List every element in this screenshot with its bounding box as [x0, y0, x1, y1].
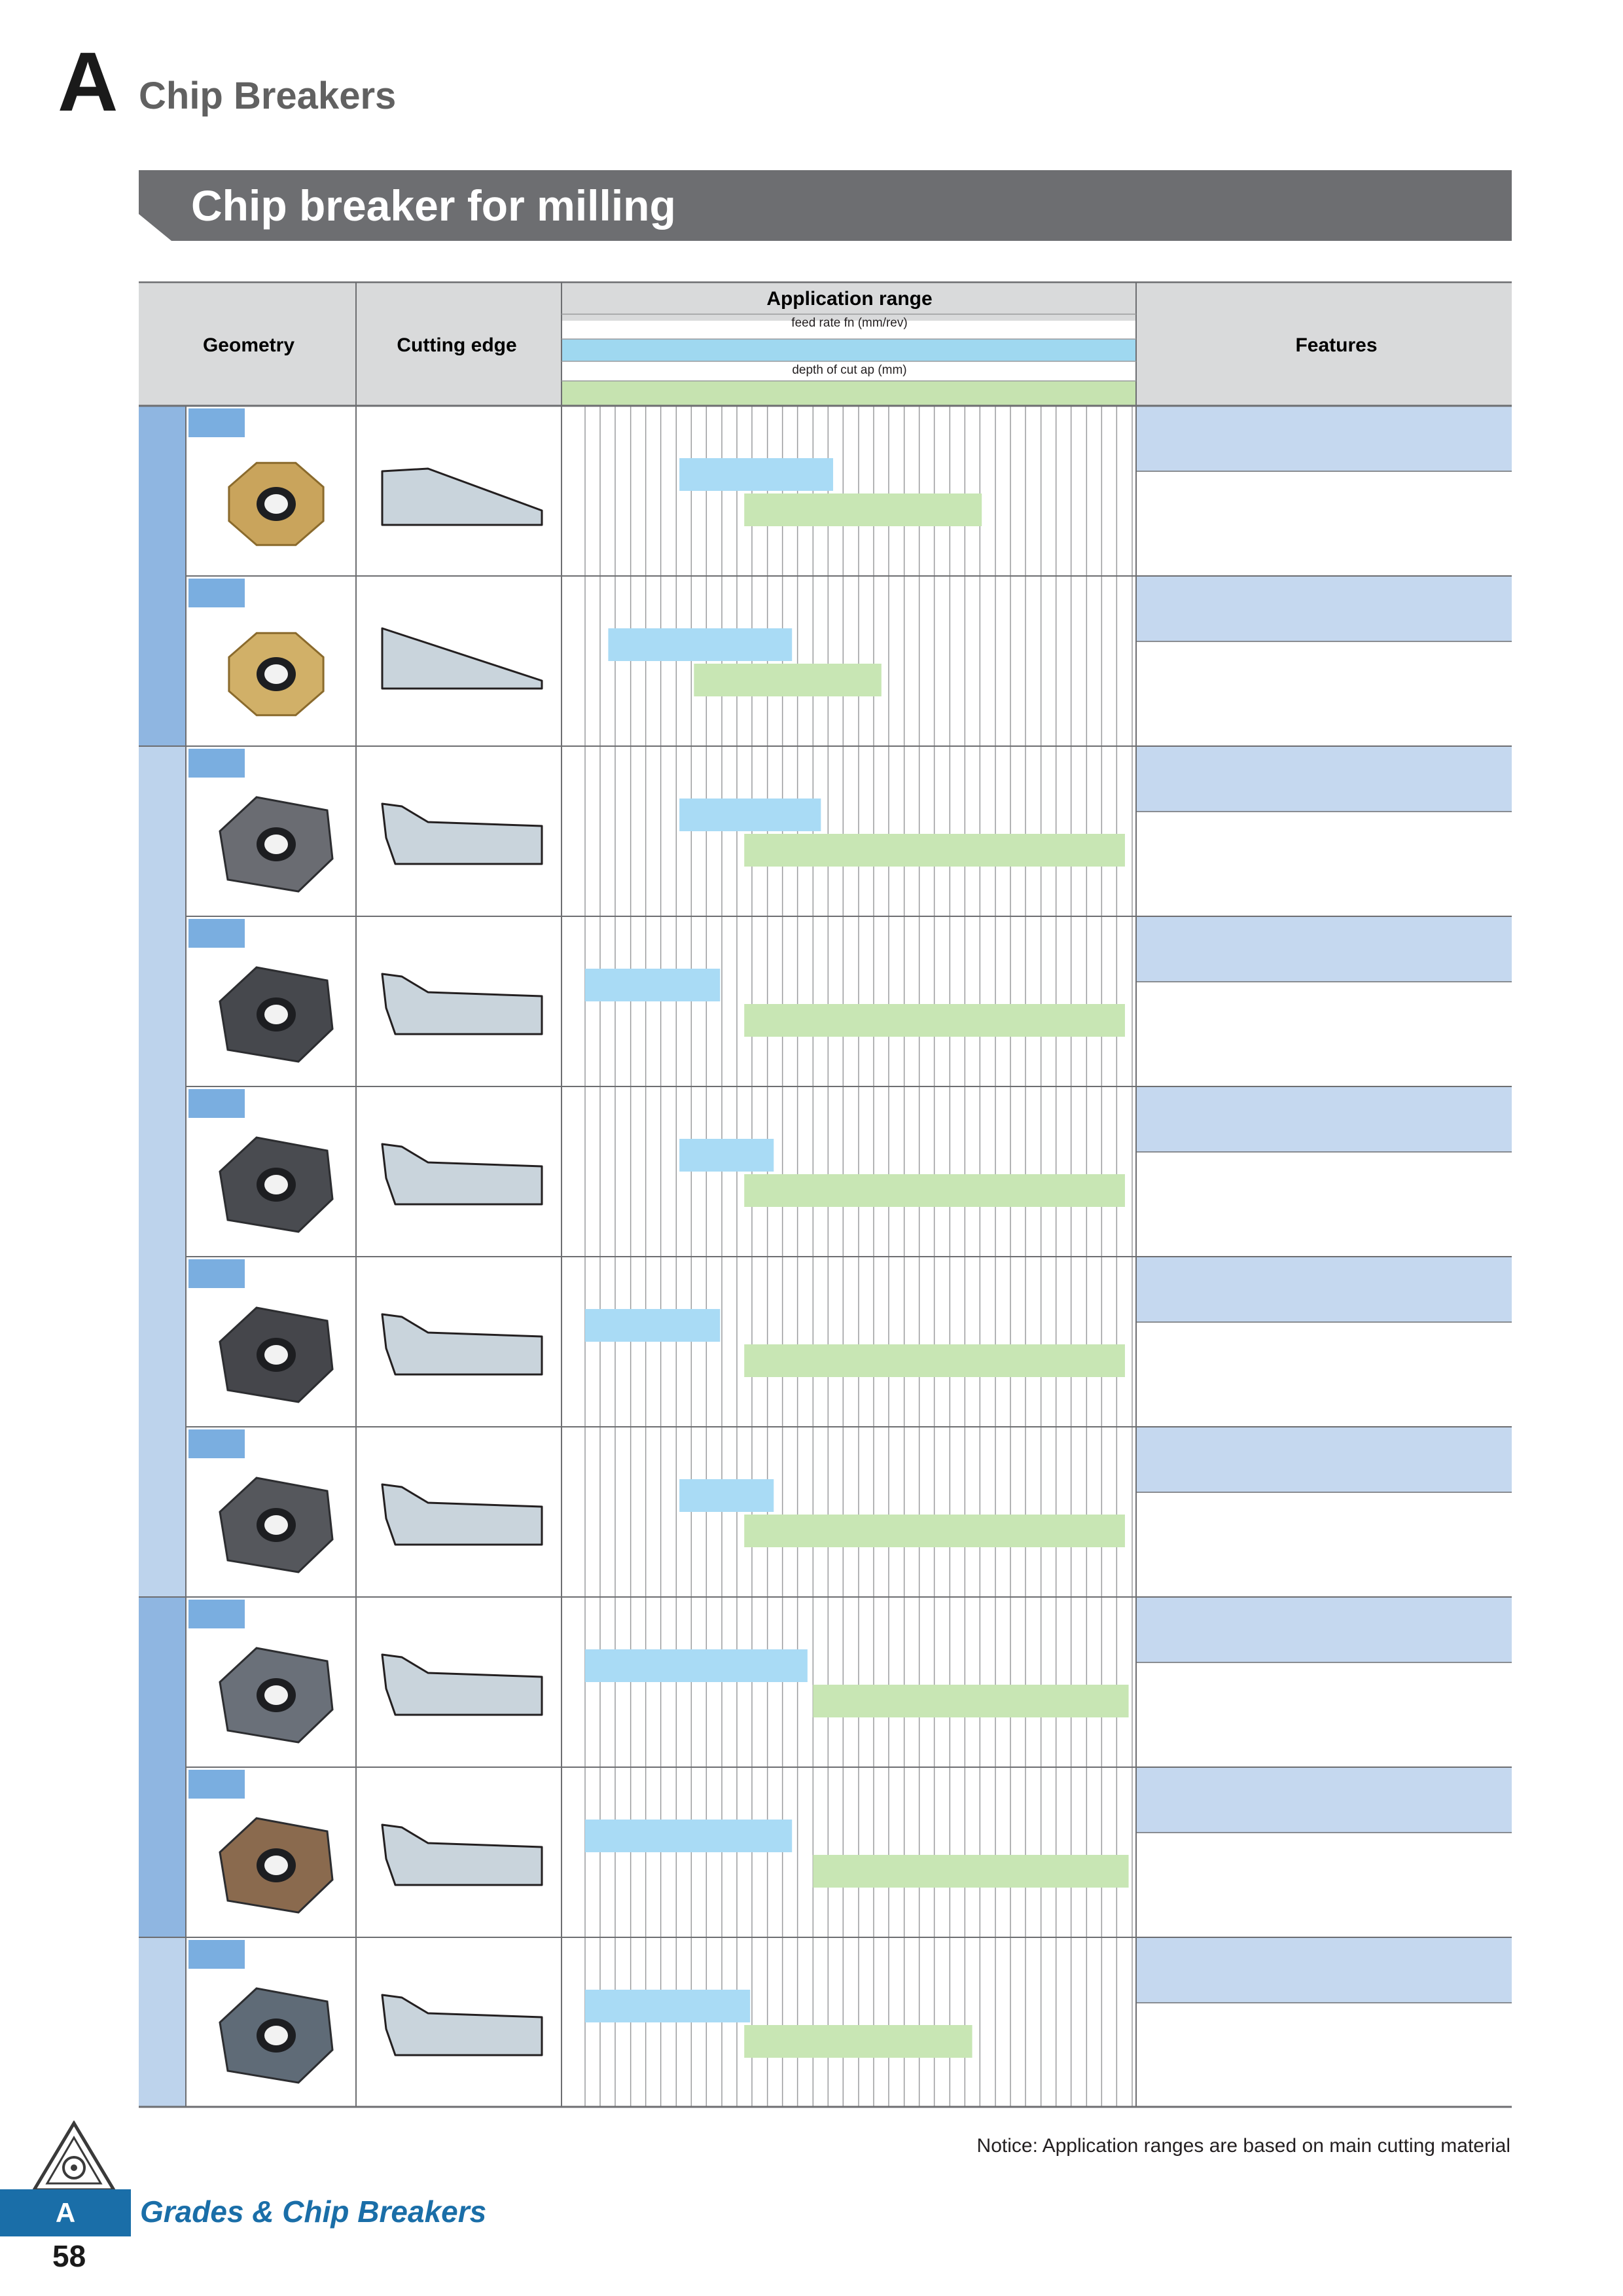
insert-icon	[220, 1308, 332, 1402]
code-badge	[188, 1429, 245, 1458]
code-badge	[188, 1770, 245, 1799]
series-band	[139, 1597, 186, 1937]
depth-of-cut-label: depth of cut ap (mm)	[792, 363, 907, 377]
series-band	[139, 746, 186, 1597]
feature-title-bg	[1136, 576, 1512, 641]
feed-range-bar	[608, 628, 792, 661]
feature-title-bg	[1136, 1937, 1512, 2003]
series-band	[139, 406, 186, 746]
depth-range-bar	[744, 1515, 1125, 1547]
geometry-header: Geometry	[202, 334, 295, 356]
section-title: Chip Breakers	[139, 75, 397, 117]
insert-icon	[220, 1818, 332, 1912]
cutting-edge-profile	[382, 1484, 542, 1545]
feed-range-bar	[585, 1649, 808, 1682]
insert-icon	[220, 1988, 332, 2083]
footer-title: Grades & Chip Breakers	[140, 2195, 487, 2229]
code-badge	[188, 1259, 245, 1288]
code-badge	[188, 749, 245, 778]
banner-title: Chip breaker for milling	[191, 181, 676, 230]
depth-range-bar	[813, 1685, 1128, 1717]
page-number: 58	[52, 2239, 86, 2273]
feature-title-bg	[1136, 916, 1512, 982]
insert-icon	[220, 1478, 332, 1572]
feed-tick-band	[562, 339, 1136, 361]
feed-range-bar	[679, 1139, 774, 1172]
feature-title-bg	[1136, 406, 1512, 471]
cutting-edge-profile	[382, 974, 542, 1034]
insert-icon	[220, 1648, 332, 1742]
series-band	[139, 1937, 186, 2108]
section-letter: A	[58, 35, 118, 129]
code-badge	[188, 579, 245, 607]
chip-breaker-table	[139, 281, 1512, 2113]
feature-title-bg	[1136, 1597, 1512, 1662]
footer-section-letter: A	[0, 2189, 131, 2236]
insert-icon	[220, 1138, 332, 1232]
feature-title-bg	[1136, 1086, 1512, 1152]
insert-icon	[229, 463, 323, 545]
features-header: Features	[1295, 334, 1378, 356]
depth-tick-band	[562, 381, 1136, 406]
depth-range-bar	[744, 1004, 1125, 1037]
code-badge	[188, 1089, 245, 1118]
feature-title-bg	[1136, 1427, 1512, 1492]
feed-range-bar	[679, 458, 833, 491]
code-badge	[188, 408, 245, 437]
depth-range-bar	[744, 2025, 972, 2058]
triangle-logo-icon	[31, 2121, 116, 2193]
insert-icon	[220, 797, 332, 891]
cutting-edge-profile	[382, 1995, 542, 2055]
notice-text: Notice: Application ranges are based on main cutting material	[976, 2135, 1510, 2157]
feed-range-bar	[585, 1820, 792, 1852]
cutting-edge-profile	[382, 804, 542, 864]
depth-range-bar	[744, 834, 1125, 867]
depth-range-bar	[744, 1344, 1125, 1377]
depth-range-bar	[694, 664, 881, 696]
depth-range-bar	[813, 1855, 1128, 1888]
depth-range-bar	[744, 1174, 1125, 1207]
insert-icon	[229, 633, 323, 715]
cutting-edge-profile	[382, 1825, 542, 1885]
application-range-header: Application range	[766, 288, 933, 310]
feed-range-bar	[585, 1990, 750, 2022]
feature-title-bg	[1136, 1767, 1512, 1833]
cutting-edge-profile	[382, 628, 542, 689]
code-badge	[188, 1600, 245, 1628]
cutting-edge-profile	[382, 1655, 542, 1715]
cutting-edge-profile	[382, 1144, 542, 1204]
cutting-edge-profile	[382, 469, 542, 525]
insert-icon	[220, 967, 332, 1062]
feed-range-bar	[585, 969, 720, 1001]
feature-title-bg	[1136, 746, 1512, 812]
depth-range-bar	[744, 493, 982, 526]
feed-range-bar	[585, 1309, 720, 1342]
code-badge	[188, 1940, 245, 1969]
feed-rate-label: feed rate fn (mm/rev)	[791, 316, 908, 330]
feature-title-bg	[1136, 1257, 1512, 1322]
cutting-edge-header: Cutting edge	[397, 334, 517, 356]
code-badge	[188, 919, 245, 948]
cutting-edge-profile	[382, 1314, 542, 1374]
feed-range-bar	[679, 1479, 774, 1512]
feed-range-bar	[679, 798, 821, 831]
